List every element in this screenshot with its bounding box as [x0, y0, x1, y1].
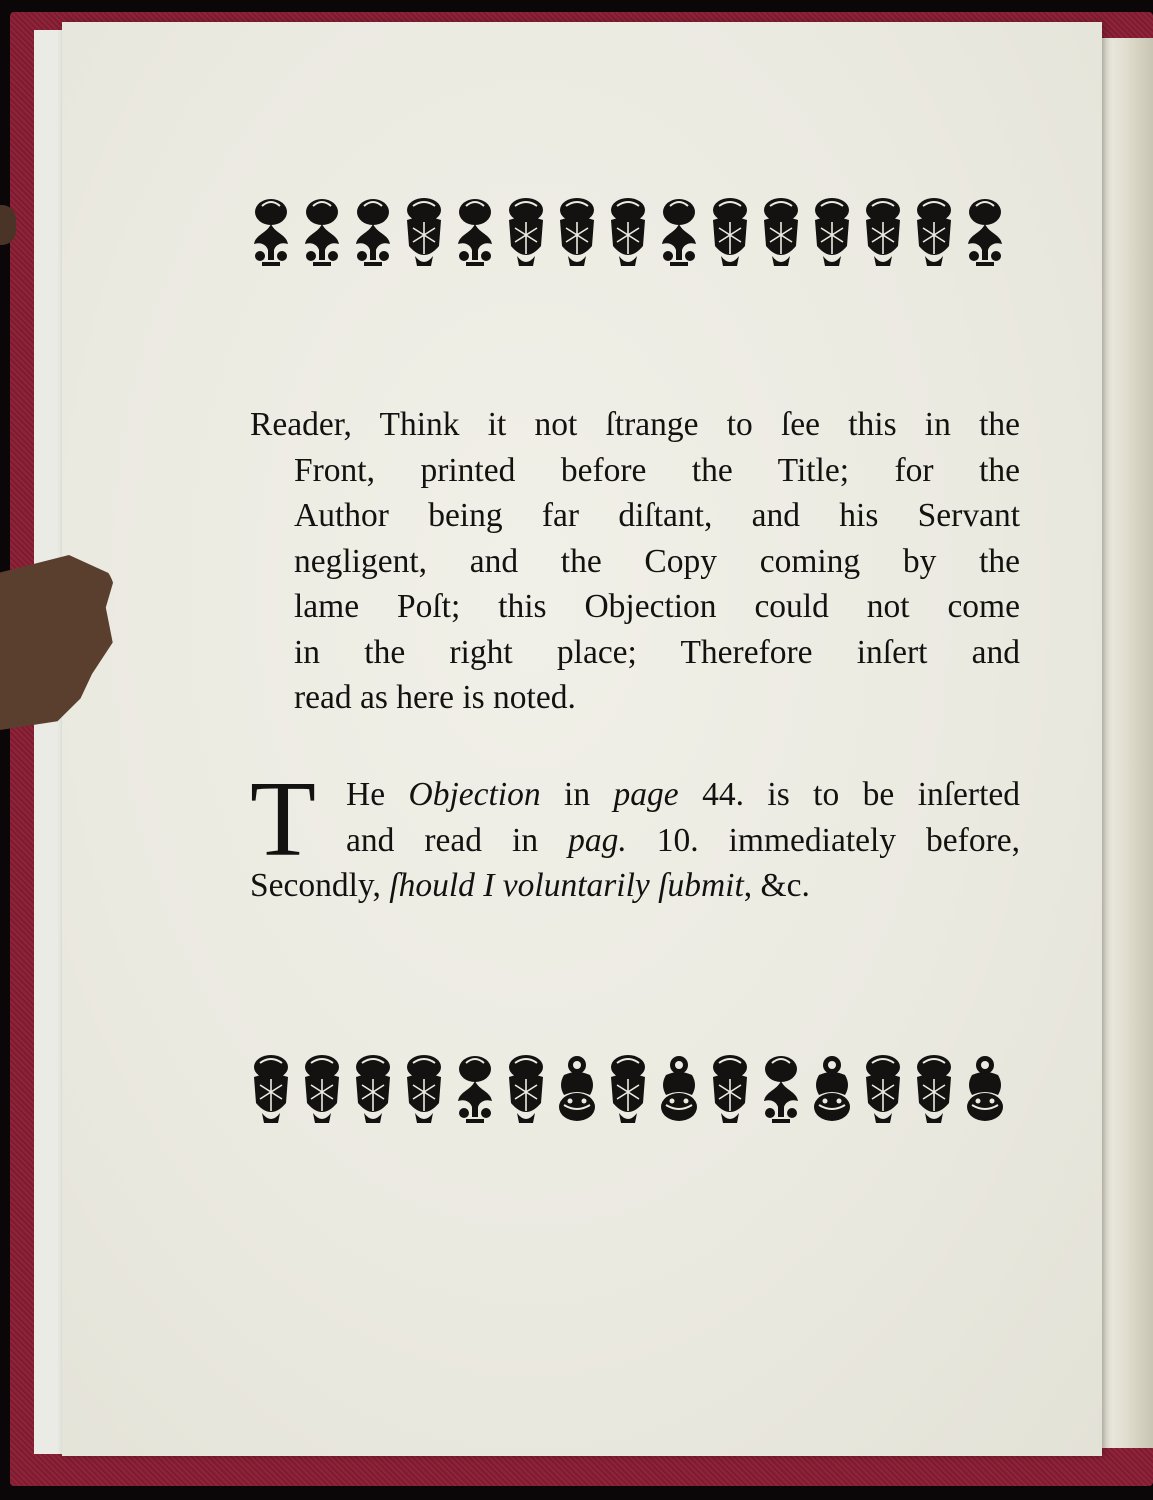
note-line-2: and read in pag. 10. immediately before,	[346, 821, 1020, 859]
erratum-note	[250, 760, 1021, 909]
preface-line-2: Front, printed before the Title; for the	[294, 451, 1020, 489]
fleur-icon	[452, 1051, 498, 1127]
note-line-3: Secondly, ſhould I voluntarily ſubmit, &c.	[250, 867, 810, 904]
acorn-icon	[401, 1051, 447, 1127]
preface-line-7: read as here is noted.	[294, 679, 576, 716]
acorn-icon	[809, 194, 855, 270]
preface-line-3: Author being far diſtant, and his Servant	[294, 497, 1020, 534]
acorn-icon	[554, 194, 600, 270]
acorn-icon	[503, 194, 549, 270]
fleur-icon	[299, 194, 345, 270]
acorn-icon	[911, 194, 957, 270]
fleur-icon	[452, 194, 498, 270]
acorn-icon	[860, 194, 906, 270]
acorn-icon	[911, 1051, 957, 1127]
fleur-icon	[962, 194, 1008, 270]
rose-icon	[962, 1051, 1008, 1127]
acorn-icon	[605, 194, 651, 270]
rose-icon	[809, 1051, 855, 1127]
fleur-icon	[656, 194, 702, 270]
rose-icon	[656, 1051, 702, 1127]
top-ornament-border	[248, 193, 1008, 271]
acorn-icon	[758, 194, 804, 270]
acorn-icon	[350, 1051, 396, 1127]
acorn-icon	[248, 1051, 294, 1127]
acorn-icon	[707, 1051, 753, 1127]
preface-line-4: negligent, and the Copy coming by the	[294, 542, 1020, 580]
preface-line-5: lame Poſt; this Objection could not come	[294, 588, 1020, 625]
drop-cap: T	[250, 760, 316, 879]
acorn-icon	[707, 194, 753, 270]
bottom-ornament-border	[248, 1050, 1008, 1128]
preface-paragraph	[250, 402, 1020, 721]
note-line-1: He Objection in page 44. is to be inſerted	[346, 776, 1021, 813]
acorn-icon	[605, 1051, 651, 1127]
acorn-icon	[860, 1051, 906, 1127]
fleur-icon	[350, 194, 396, 270]
acorn-icon	[503, 1051, 549, 1127]
fleur-icon	[248, 194, 294, 270]
preface-line-1: Reader, Think it not ſtrange to ſee this in the	[250, 406, 1020, 443]
rose-icon	[554, 1051, 600, 1127]
acorn-icon	[401, 194, 447, 270]
preface-line-6: in the right place; Therefore inſert and	[294, 633, 1020, 671]
acorn-icon	[299, 1051, 345, 1127]
fleur-icon	[758, 1051, 804, 1127]
